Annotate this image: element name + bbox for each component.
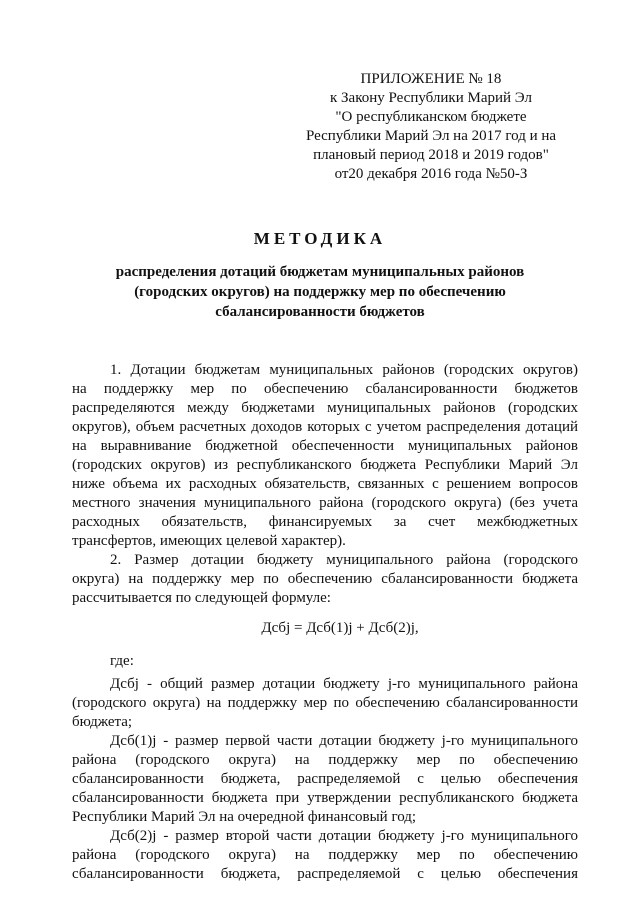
appendix-law-date: от20 декабря 2016 года №50-З [334, 166, 528, 182]
text-line: района (городского округа) на поддержку мер по обеспечению [72, 752, 578, 768]
text-line: ниже объема их расходных обязательств, связанных с решением вопросов [72, 476, 578, 492]
text-line: трансфертов, имеющих целевой характер). [72, 533, 346, 549]
text-line: района (городского округа) на поддержку мер по обеспечению [72, 847, 578, 863]
text-line: бюджета; [72, 714, 133, 730]
appendix-law-title-3: плановый период 2018 и 2019 годов" [313, 147, 549, 163]
appendix-number: ПРИЛОЖЕНИЕ № 18 [360, 71, 502, 87]
paragraph-2 [72, 551, 578, 608]
text-line: на выравнивание бюджетной обеспеченности муниципальных районов [72, 438, 578, 454]
text-line: Дсб(2)j - размер второй части дотации бюджету j-го муниципального [110, 828, 578, 844]
subtitle-line: сбалансированности бюджетов [215, 304, 425, 320]
appendix-header [296, 70, 566, 184]
text-line: (городского округа) на поддержку мер по обеспечению сбалансированности [72, 695, 578, 711]
text-line: на поддержку мер по обеспечению сбалансированности бюджетов [72, 381, 578, 397]
text-line: расходных обязательств, финансируемых за счет межбюджетных [72, 514, 578, 530]
document-body [72, 361, 578, 884]
text-line: Республики Марий Эл на очередной финансовый год; [72, 809, 417, 825]
text-line: распределяются между бюджетами муниципальных районов (городских [72, 400, 578, 416]
text-line: сбалансированности бюджета, распределяемой с целью обеспечения [72, 771, 578, 787]
text-line: Дсбj - общий размер дотации бюджету j-го муниципального района [110, 676, 578, 692]
where-label: где: [110, 653, 134, 669]
text-line: Дсб(1)j - размер первой части дотации бюджету j-го муниципального [110, 733, 578, 749]
text-line: рассчитывается по следующей формуле: [72, 590, 331, 606]
definition-dsb2j [72, 827, 578, 884]
appendix-law-ref: к Закону Республики Марий Эл [329, 90, 532, 106]
paragraph-1 [72, 361, 578, 551]
definition-dsbj [72, 675, 578, 732]
text-line: местного значения муниципального района (городского округа) (без учета [72, 495, 578, 511]
text-line: сбалансированности бюджета, распределяемой с целью обеспечения [72, 866, 578, 882]
subtitle-line: (городских округов) на поддержку мер по обеспечению [134, 284, 506, 300]
appendix-law-title-2: Республики Марий Эл на 2017 год и на [305, 128, 557, 144]
document-subtitle [100, 262, 540, 322]
subtitle-line: распределения дотаций бюджетам муниципальных районов [115, 264, 525, 280]
text-line: сбалансированности бюджета при утверждении республиканского бюджета [72, 790, 578, 806]
text-line: (городских округов) из республиканского бюджета Республики Марий Эл [72, 457, 578, 473]
document-title: МЕТОДИКА [253, 229, 387, 248]
text-line: 1. Дотации бюджетам муниципальных районов (городских округов) [110, 362, 578, 378]
text-line: округа) на поддержку мер по обеспечению сбалансированности бюджета [72, 571, 578, 587]
definition-dsb1j [72, 732, 578, 827]
text-line: округов), объем расчетных доходов которых с учетом распределения дотаций [72, 419, 578, 435]
appendix-law-title-1: "О республиканском бюджете [335, 109, 527, 125]
text-line: 2. Размер дотации бюджету муниципального района (городского [110, 552, 578, 568]
formula: Дсбj = Дсб(1)j + Дсб(2)j, [261, 620, 419, 636]
